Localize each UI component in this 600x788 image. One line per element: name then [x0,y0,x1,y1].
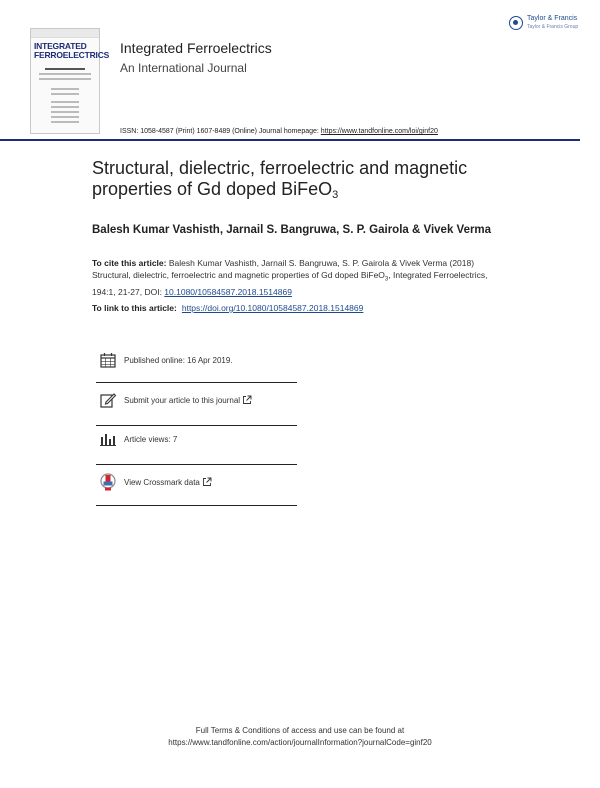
article-authors: Balesh Kumar Vashisth, Jarnail S. Bangruwa, S. P. Gairola & Vivek Verma [92,224,492,236]
publisher-name: Taylor & Francis [527,15,578,22]
info-divider [96,505,297,506]
article-views-text: Article views: 7 [124,434,178,444]
citation-text: Balesh Kumar Vashisth, Jarnail S. Bangruwa, S. P. Gairola & Vivek Verma (2018) Structural, dielectric, ferroelectric and magnetic properties of Gd doped BiFeO [92,258,475,280]
footer-terms-url[interactable]: https://www.tandfonline.com/action/journalInformation?journalCode=ginf20 [168,738,432,747]
submit-article-row[interactable] [100,392,296,408]
cover-text-line [39,78,91,80]
journal-homepage-link[interactable]: https://www.tandfonline.com/loi/ginf20 [320,128,438,135]
publisher-logo-icon [509,16,523,30]
info-divider [96,464,297,465]
calendar-icon [100,352,116,368]
journal-cover-thumbnail [30,28,110,134]
cover-text-line [51,93,79,95]
citation-subscript: 3 [384,276,389,283]
publisher-subname: Taylor & Francis Group [527,24,579,30]
cover-title [31,38,110,60]
citation-label: To cite this article: [92,258,167,268]
article-views-row [100,431,296,447]
journal-title: Integrated Ferroelectrics [120,40,272,56]
cover-text-line [51,116,79,118]
journal-subtitle: An International Journal [120,61,247,75]
article-title [92,158,512,206]
article-link-line [92,303,363,313]
cover-text-line [45,68,85,70]
info-divider [96,382,297,383]
article-title-subscript: 3 [332,189,339,201]
publisher-logo-text [527,15,578,31]
info-divider [96,425,297,426]
citation-doi-link[interactable]: 10.1080/10584587.2018.1514869 [164,286,292,297]
footer [0,725,600,749]
issn-text: ISSN: 1058-4587 (Print) 1607-8489 (Online) Journal homepage: [120,128,321,135]
citation-text-end: , Integrated Ferroelectrics, 194:1, 21-27, DOI: [92,270,488,297]
article-title-main: Structural, dielectric, ferroelectric and magnetic properties of Gd doped BiFeO [92,158,468,199]
citation-block [92,257,512,298]
cover-text-line [51,101,79,103]
crossmark-link[interactable]: View Crossmark data [124,477,200,487]
publisher-logo[interactable] [509,15,578,31]
external-link-icon [202,477,212,487]
cover-text-line [51,106,79,108]
cover-text-line [39,73,91,75]
published-online-text: Published online: 16 Apr 2019. [124,355,233,365]
crossmark-row[interactable] [100,473,296,491]
issn-line [120,128,438,135]
bar-chart-icon [100,431,116,447]
cover-title-line1: INTEGRATED [34,41,87,51]
cover-top-band [31,29,99,38]
crossmark-icon [100,473,116,491]
article-doi-url[interactable]: https://doi.org/10.1080/10584587.2018.1514869 [181,303,364,313]
published-online-row [100,352,296,368]
cover-text-line [51,121,79,123]
footer-terms-text: Full Terms & Conditions of access and use can be found at [195,726,405,735]
submit-article-link[interactable]: Submit your article to this journal [124,395,241,405]
cover-text-line [51,88,79,90]
cover-text-line [51,111,79,113]
article-link-label: To link to this article: [92,303,177,313]
header-divider [0,139,580,141]
edit-icon [100,392,116,408]
cover-title-line2: FERROELECTRICS [34,50,110,60]
external-link-icon [242,395,252,405]
